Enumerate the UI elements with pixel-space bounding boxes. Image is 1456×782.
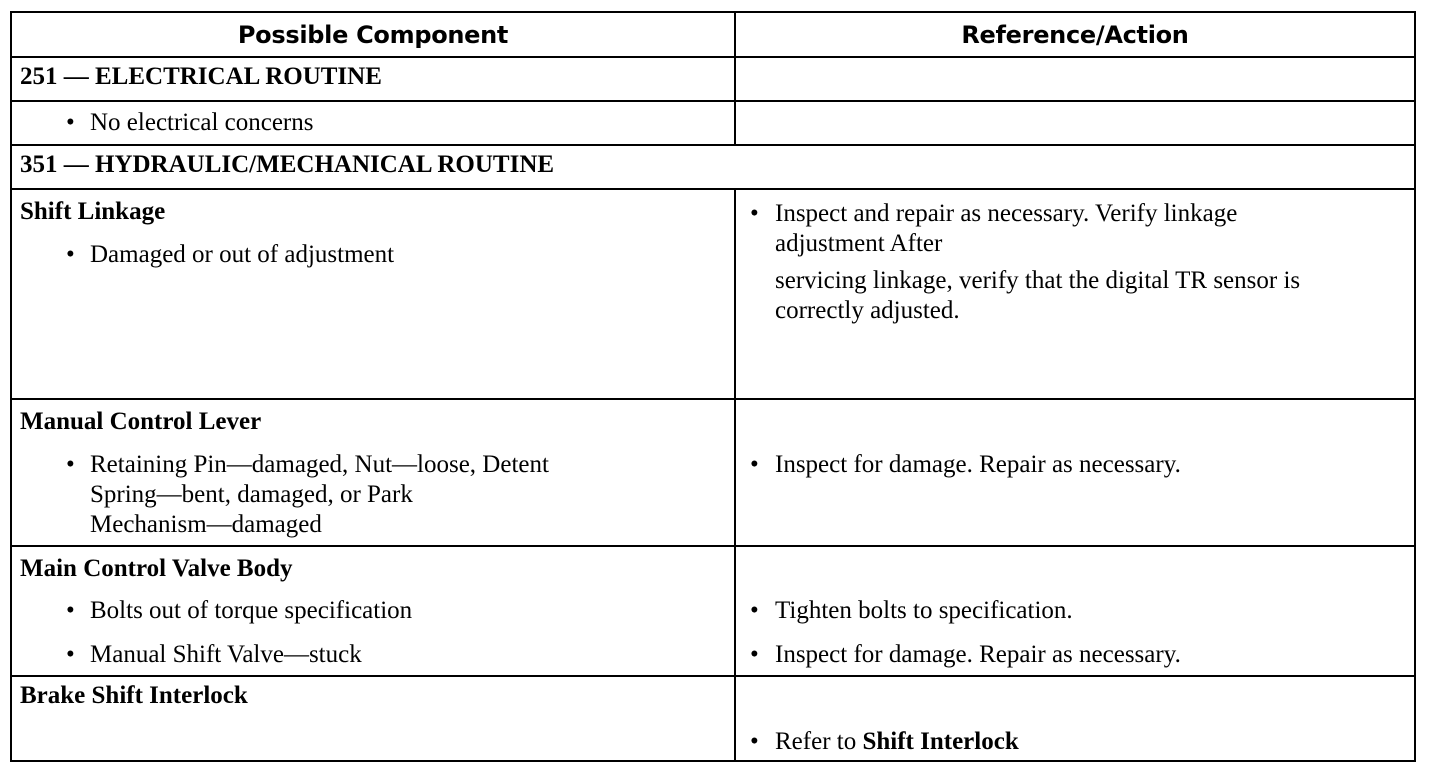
table-row: [11, 399, 1415, 546]
item-text: Damaged or out of adjustment: [90, 241, 395, 268]
action-text: Inspect for damage. Repair as necessary.: [775, 451, 1181, 478]
bullet-icon: •: [66, 109, 75, 136]
bullet-icon: •: [66, 641, 75, 668]
list-item: [12, 640, 734, 670]
action-item: [736, 400, 1414, 480]
item-text: No electrical concerns: [90, 109, 314, 136]
header-reference-action: Reference/Action: [735, 12, 1415, 57]
table-row: [11, 101, 1415, 145]
table-header-row: [11, 12, 1415, 57]
action-item: [736, 547, 1414, 626]
action-text: Tighten bolts to specification.: [775, 597, 1073, 624]
bullet-icon: •: [750, 728, 759, 755]
bullet-icon: •: [66, 597, 75, 624]
action-text-line: correctly adjusted.: [775, 297, 960, 324]
component-title-shift-linkage: Shift Linkage: [20, 198, 166, 225]
component-title-main-control-valve-body: Main Control Valve Body: [20, 555, 293, 582]
table-row: [11, 57, 1415, 101]
diagnostic-table: [10, 11, 1416, 762]
table-row: [11, 546, 1415, 676]
table-row: [11, 189, 1415, 399]
bullet-icon: •: [750, 641, 759, 668]
item-text: Bolts out of torque specification: [90, 597, 413, 624]
table-row: [11, 145, 1415, 189]
table-row: [11, 676, 1415, 761]
item-text: Retaining Pin—damaged, Nut—loose, Detent Spring—bent, damaged, or Park Mechanism—damaged: [90, 451, 549, 538]
section-title-351: 351 — HYDRAULIC/MECHANICAL ROUTINE: [20, 151, 555, 178]
section-title-251: 251 — ELECTRICAL ROUTINE: [20, 63, 382, 90]
bullet-icon: •: [66, 241, 75, 268]
bullet-icon: •: [66, 451, 75, 478]
action-text-line: servicing linkage, verify that the digital TR sensor is: [775, 267, 1301, 294]
shift-interlock-reference: Shift Interlock: [862, 728, 1019, 755]
bullet-icon: •: [750, 597, 759, 624]
action-item: [736, 190, 1414, 229]
list-item: [12, 102, 734, 138]
bullet-icon: •: [750, 200, 759, 227]
component-title-manual-control-lever: Manual Control Lever: [20, 408, 262, 435]
action-text: Refer to Shift Interlock: [775, 728, 1019, 755]
list-item: [12, 450, 734, 540]
component-title-brake-shift-interlock: Brake Shift Interlock: [20, 682, 248, 709]
action-text-line: Inspect and repair as necessary. Verify linkage: [775, 200, 1238, 227]
list-item: [12, 240, 734, 270]
action-text-line: adjustment After: [775, 230, 943, 257]
action-item: [736, 677, 1414, 757]
action-text: Inspect for damage. Repair as necessary.: [775, 641, 1181, 668]
bullet-icon: •: [750, 451, 759, 478]
action-item: [736, 640, 1414, 670]
list-item: [12, 596, 734, 626]
item-text: Manual Shift Valve—stuck: [90, 641, 362, 668]
header-possible-component: Possible Component: [11, 12, 735, 57]
